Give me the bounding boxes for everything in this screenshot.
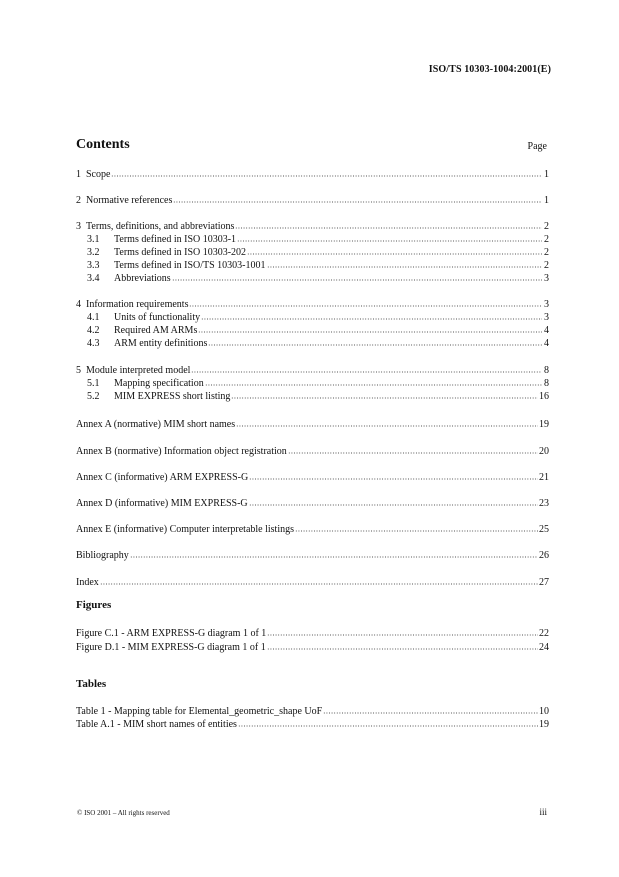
toc-entry-number: 4.3 <box>87 338 100 349</box>
table-entry-label: Table A.1 - MIM short names of entities <box>76 719 237 730</box>
toc-entry-terms[interactable] <box>76 219 549 231</box>
toc-entry-number: 3.4 <box>87 273 100 284</box>
toc-entry-number: 4.1 <box>87 312 100 323</box>
toc-entry-terms-iso-10303-202[interactable] <box>76 245 549 257</box>
toc-entry-label: Mapping specification <box>114 378 204 389</box>
dot-leader <box>235 219 542 229</box>
toc-entry-units-of-functionality[interactable] <box>76 310 549 322</box>
toc-entry-bibliography[interactable] <box>76 548 549 560</box>
dot-leader <box>267 258 542 268</box>
toc-entry-page: 3 <box>544 299 549 310</box>
toc-entry-number: 5.2 <box>87 391 100 402</box>
toc-entry-terms-iso-10303-1[interactable] <box>76 232 549 244</box>
toc-entry-label: Index <box>76 577 99 588</box>
dot-leader <box>288 444 538 454</box>
toc-entry-mim-express-short-listing[interactable] <box>76 389 549 401</box>
toc-entry-abbreviations[interactable] <box>76 271 549 283</box>
toc-entry-required-am-arms[interactable] <box>76 323 549 335</box>
copyright-footer: © ISO 2001 – All rights reserved <box>77 809 170 817</box>
toc-entry-label: Bibliography <box>76 550 129 561</box>
toc-entry-page: 16 <box>539 391 549 402</box>
toc-entry-label: Terms, definitions, and abbreviations <box>86 221 235 232</box>
figure-entry-label: Figure D.1 - MIM EXPRESS-G diagram 1 of 1 <box>76 642 266 653</box>
toc-entry-label: ARM entity definitions <box>114 338 208 349</box>
toc-entry-number: 1 <box>76 169 81 180</box>
toc-entry-number: 3.2 <box>87 247 100 258</box>
toc-entry-number: 3 <box>76 221 81 232</box>
contents-title: Contents <box>76 137 130 152</box>
toc-entry-page: 19 <box>539 419 549 430</box>
dot-leader <box>249 496 538 506</box>
toc-entry-label: Module interpreted model <box>86 365 191 376</box>
figure-entry-d1[interactable] <box>76 640 549 652</box>
toc-entry-label: Annex A (normative) MIM short names <box>76 419 236 430</box>
toc-entry-annex-c[interactable] <box>76 470 549 482</box>
dot-leader <box>173 193 542 203</box>
page-column-label: Page <box>527 141 547 152</box>
dot-leader <box>201 310 542 320</box>
dot-leader <box>205 376 542 386</box>
toc-entry-number: 4.2 <box>87 325 100 336</box>
toc-entry-arm-entity-definitions[interactable] <box>76 336 549 348</box>
toc-entry-scope[interactable] <box>76 167 549 179</box>
toc-entry-label: Required AM ARMs <box>114 325 198 336</box>
toc-entry-page: 1 <box>544 195 549 206</box>
dot-leader <box>198 323 542 333</box>
dot-leader <box>295 522 538 532</box>
dot-leader <box>267 626 538 636</box>
dot-leader <box>267 640 538 650</box>
table-entry-page: 19 <box>539 719 549 730</box>
figure-entry-c1[interactable] <box>76 626 549 638</box>
toc-entry-page: 8 <box>544 365 549 376</box>
toc-entry-page: 21 <box>539 472 549 483</box>
dot-leader <box>100 575 538 585</box>
toc-entry-label: Annex E (informative) Computer interpretable listings <box>76 524 294 535</box>
figure-entry-label: Figure C.1 - ARM EXPRESS-G diagram 1 of 1 <box>76 628 267 639</box>
figure-entry-page: 22 <box>539 628 549 639</box>
toc-entry-label: Annex B (normative) Information object registration <box>76 446 287 457</box>
toc-entry-number: 3.1 <box>87 234 100 245</box>
dot-leader <box>236 417 538 427</box>
toc-entry-page: 2 <box>544 260 549 271</box>
dot-leader <box>238 717 538 727</box>
toc-entry-page: 3 <box>544 312 549 323</box>
toc-entry-label: Units of functionality <box>114 312 201 323</box>
toc-entry-page: 4 <box>544 325 549 336</box>
toc-entry-normative-references[interactable] <box>76 193 549 205</box>
document-id-header: ISO/TS 10303-1004:2001(E) <box>428 64 551 75</box>
toc-entry-page: 23 <box>539 498 549 509</box>
toc-entry-number: 2 <box>76 195 81 206</box>
table-entry-label: Table 1 - Mapping table for Elemental_geometric_shape UoF <box>76 706 323 717</box>
toc-entry-number: 3.3 <box>87 260 100 271</box>
toc-entry-page: 27 <box>539 577 549 588</box>
tables-heading: Tables <box>76 678 107 690</box>
toc-entry-page: 25 <box>539 524 549 535</box>
figures-heading: Figures <box>76 599 112 611</box>
toc-entry-annex-b[interactable] <box>76 444 549 456</box>
figure-entry-page: 24 <box>539 642 549 653</box>
toc-entry-mapping-specification[interactable] <box>76 376 549 388</box>
toc-entry-label: Abbreviations <box>114 273 171 284</box>
toc-entry-label: MIM EXPRESS short listing <box>114 391 231 402</box>
toc-entry-annex-e[interactable] <box>76 522 549 534</box>
toc-entry-page: 26 <box>539 550 549 561</box>
dot-leader <box>130 548 538 558</box>
table-entry-1[interactable] <box>76 704 549 716</box>
toc-entry-number: 5 <box>76 365 81 376</box>
toc-entry-label: Annex D (informative) MIM EXPRESS-G <box>76 498 248 509</box>
table-entry-page: 10 <box>539 706 549 717</box>
toc-entry-page: 2 <box>544 247 549 258</box>
toc-entry-page: 2 <box>544 234 549 245</box>
toc-entry-label: Annex C (informative) ARM EXPRESS-G <box>76 472 249 483</box>
toc-entry-number: 5.1 <box>87 378 100 389</box>
toc-entry-annex-d[interactable] <box>76 496 549 508</box>
toc-entry-module-interpreted-model[interactable] <box>76 363 549 375</box>
toc-entry-annex-a[interactable] <box>76 417 549 429</box>
toc-entry-page: 4 <box>544 338 549 349</box>
dot-leader <box>231 389 538 399</box>
toc-entry-label: Information requirements <box>86 299 189 310</box>
dot-leader <box>172 271 542 281</box>
toc-entry-index[interactable] <box>76 575 549 587</box>
toc-entry-number: 4 <box>76 299 81 310</box>
page-number: iii <box>539 807 547 817</box>
toc-entry-page: 8 <box>544 378 549 389</box>
table-entry-a1[interactable] <box>76 717 549 729</box>
toc-entry-label: Normative references <box>86 195 173 206</box>
dot-leader <box>237 232 542 242</box>
dot-leader <box>191 363 542 373</box>
toc-entry-page: 2 <box>544 221 549 232</box>
dot-leader <box>247 245 542 255</box>
toc-entry-label: Terms defined in ISO/TS 10303-1001 <box>114 260 266 271</box>
dot-leader <box>189 297 542 307</box>
toc-entry-label: Scope <box>86 169 111 180</box>
toc-entry-label: Terms defined in ISO 10303-1 <box>114 234 237 245</box>
toc-entry-terms-iso-ts-10303-1001[interactable] <box>76 258 549 270</box>
toc-entry-page: 1 <box>544 169 549 180</box>
toc-entry-page: 3 <box>544 273 549 284</box>
toc-entry-page: 20 <box>539 446 549 457</box>
dot-leader <box>111 167 542 177</box>
toc-entry-label: Terms defined in ISO 10303-202 <box>114 247 247 258</box>
dot-leader <box>323 704 538 714</box>
dot-leader <box>249 470 538 480</box>
dot-leader <box>208 336 542 346</box>
toc-entry-information-requirements[interactable] <box>76 297 549 309</box>
